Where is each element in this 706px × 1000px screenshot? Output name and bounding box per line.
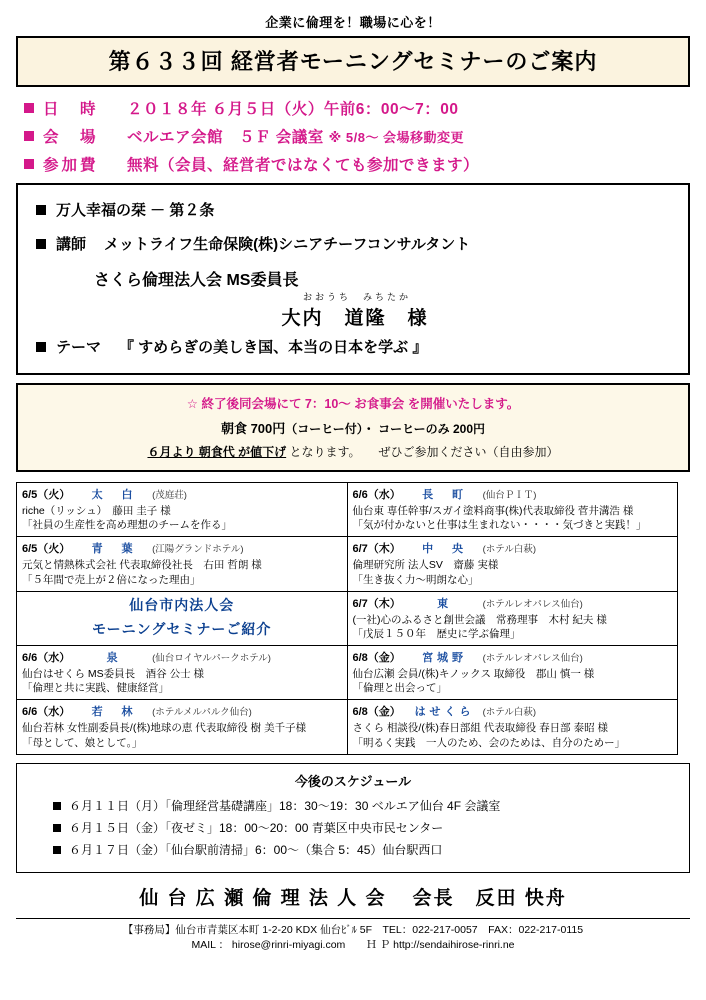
tagline: 企業に倫理を！職場に心を！: [265, 15, 441, 30]
footer-address: 【事務局】仙台市青葉区本町 1-2-20 KDX 仙台ﾋﾞﾙ 5F TEL：022-217-0057 FAX：022-217-0115: [122, 923, 584, 936]
seminar-topic: 「戊辰１５０年 歴史に学ぶ倫理」: [352, 627, 521, 640]
meal-price-label: 朝食 700円: [220, 421, 286, 436]
seminar-name: 青 葉: [91, 543, 137, 556]
footer-organization: [10, 883, 696, 910]
square-bullet-icon: [53, 846, 61, 854]
seminar-name: 若 林: [91, 706, 137, 719]
schedule-box: [16, 763, 690, 873]
square-bullet-icon: [53, 824, 61, 832]
seminar-date: 6/6（水）: [352, 489, 401, 501]
seminar-speaker: 仙台東 専任幹事/スガイ塗料商事(株)代表取締役 菅井溝浩 様: [352, 505, 634, 517]
after-event-line2: [28, 418, 678, 437]
seminar-head: [22, 649, 342, 665]
theme-row: [32, 336, 678, 357]
lecturer-row: [32, 233, 678, 254]
org-name: 仙 台 広 瀬 倫 理 法 人 会: [139, 887, 387, 909]
seminar-cell: [17, 700, 348, 754]
seminar-speaker: 仙台はせくら MS委員長 酒谷 公士 様: [22, 668, 205, 681]
seminar-head: [353, 486, 673, 502]
seminar-place: (江陽グランドホテル): [152, 544, 244, 556]
theme-label: テーマ: [56, 339, 102, 356]
speaker-name: 大内 道隆 様: [281, 308, 429, 329]
schedule-title: 今後のスケジュール: [294, 773, 412, 789]
seminar-name: 太 白: [91, 489, 137, 501]
principle-label: 万人幸福の栞 － 第２条: [56, 202, 215, 219]
seminar-topic: 「社員の生産性を高め理想のチームを作る」: [22, 519, 232, 532]
theme-text: 『 すめらぎの美しき国、本当の日本を学ぶ 』: [119, 339, 428, 356]
info-label-date: 日 時: [43, 101, 99, 118]
seminar-date: 6/5（火）: [22, 543, 71, 556]
after-event-box: [16, 383, 690, 472]
seminar-name: 宮城野: [422, 652, 468, 665]
schedule-item-text: ６月１７日（金）「仙台駅前清掃」6：00〜（集合 5：45）仙台駅西口: [69, 842, 443, 857]
principle-row: [32, 199, 678, 220]
seminar-topic: 「母として、娘として。」: [22, 736, 143, 749]
schedule-item: [53, 819, 679, 836]
info-row-fee: [24, 153, 696, 175]
title-banner: [16, 36, 690, 87]
square-bullet-icon: [36, 239, 46, 249]
seminar-topic: 「５年間で売上が２倍になった理由」: [22, 573, 201, 586]
seminar-cell: [347, 483, 678, 537]
info-row-date: [24, 97, 696, 119]
intro-line2: モーニングセミナーご紹介: [92, 620, 272, 637]
seminar-date: 6/6（水）: [22, 652, 71, 665]
seminar-place: (仙台ロイヤルパークホテル): [152, 653, 271, 665]
after-event-line1: ☆ 終了後同会場にて 7：10〜 お食事会 を開催いたします。: [186, 397, 520, 411]
square-bullet-icon: [24, 159, 34, 169]
seminar-place: (ホテル白萩): [482, 707, 536, 719]
seminar-date: 6/7（木）: [352, 597, 401, 610]
lecturer-affiliation-line2: さくら倫理法人会 MS委員長: [94, 272, 299, 289]
seminar-date: 6/6（水）: [22, 706, 71, 719]
info-label-venue: 会 場: [43, 129, 99, 146]
seminar-place: (ホテルメルパルク仙台): [152, 707, 252, 719]
info-value-venue: [127, 125, 696, 147]
square-bullet-icon: [36, 342, 46, 352]
seminar-speaker: 仙台広瀬 会員/(株)キノックス 取締役 郡山 慎一 様: [352, 668, 595, 681]
seminar-speaker: さくら 相談役/(株)春日部組 代表取締役 春日部 泰昭 様: [352, 722, 608, 735]
after-event-line3: [28, 443, 678, 460]
footer-mail: MAIL ： hirose@rinri-miyagi.com Ｈ Ｐ http://sendaihirose-rinri.ne: [191, 939, 515, 952]
table-row: [17, 646, 678, 700]
seminar-name: 長 町: [422, 489, 468, 501]
square-bullet-icon: [36, 205, 46, 215]
info-label-fee: 参加費: [43, 157, 99, 174]
seminar-speaker: 倫理研究所 法人SV 齋藤 実様: [352, 559, 499, 572]
main-content-box: [16, 183, 690, 375]
seminar-head: [353, 540, 673, 556]
seminar-head: [353, 703, 673, 719]
lecturer-affiliation: [104, 233, 470, 254]
seminar-topic: 「気が付かないと仕事は生まれない・・・・気づきと実践！」: [352, 519, 647, 532]
schedule-item-text: ６月１１日（月）「倫理経営基礎講座」18：30〜19：30 ベルエア仙台 4F 会議室: [69, 798, 501, 813]
seminar-place: (ホテルレオパレス仙台): [482, 598, 583, 610]
seminar-date: 6/8（金）: [352, 652, 401, 665]
seminar-head: [353, 649, 673, 665]
seminar-name: 泉: [106, 652, 122, 665]
seminar-head: [22, 486, 342, 502]
seminar-speaker: (一社)心のふるさと創世会議 常務理事 木村 紀夫 様: [352, 613, 607, 626]
schedule-item: [53, 797, 679, 814]
seminar-head: [353, 595, 673, 611]
square-bullet-icon: [24, 103, 34, 113]
seminar-date: 6/8（金）: [352, 706, 401, 719]
seminar-speaker: riche（リッシュ） 藤田 圭子 様: [22, 505, 171, 517]
square-bullet-icon: [24, 131, 34, 141]
seminar-place: (ホテル白萩): [482, 544, 536, 556]
seminar-speaker: 仙台若林 女性副委員長/(株)地球の恵 代表取締役 樹 美千子様: [22, 722, 307, 735]
square-bullet-icon: [53, 802, 61, 810]
schedule-item-text: ６月１５日（金）「夜ゼミ」18：00〜20：00 青葉区中央市民センター: [69, 820, 444, 835]
seminar-cell: [17, 646, 348, 700]
table-row: [17, 483, 678, 537]
table-row: [17, 700, 678, 754]
seminar-cell: [347, 646, 678, 700]
venue-name: ベルエア会館 ５Ｆ 会議室: [127, 129, 324, 146]
seminar-topic: 「生き抜く力〜明朗な心」: [352, 573, 479, 586]
price-cut-rest: となります。 ぜひご参加ください（自由参加）: [286, 445, 559, 459]
table-row: [17, 537, 678, 591]
table-row: [17, 591, 678, 645]
seminar-name: はせくら: [414, 706, 475, 719]
seminar-cell: [347, 700, 678, 754]
speaker-ruby: おおうち みちたか: [302, 292, 411, 302]
seminar-speaker: 元気と情熱株式会社 代表取締役社長 右田 哲朗 様: [22, 559, 262, 572]
seminar-cell: [347, 537, 678, 591]
seminar-topic: 「明るく実践 一人のため、会のためは、自分のためー」: [352, 736, 626, 749]
seminar-date: 6/7（木）: [352, 543, 401, 556]
venue-note: ※ 5/8〜 会場移動変更: [328, 130, 465, 145]
seminar-date: 6/5（火）: [22, 489, 71, 501]
info-value-fee: 無料（会員、経営者ではなくても参加できます）: [127, 157, 480, 174]
seminar-place: (ホテルレオパレス仙台): [482, 653, 583, 665]
seminar-cell: [17, 537, 348, 591]
seminar-place: (仙台ＰＩＴ): [482, 490, 537, 501]
price-cut-note: ６月より 朝食代 が値下げ: [147, 445, 287, 459]
seminar-topic: 「倫理と共に実践、健康経営」: [22, 682, 169, 695]
page-title: 第６３３回 経営者モーニングセミナーのご案内: [108, 49, 598, 74]
seminar-cell: [347, 591, 678, 645]
seminar-table: [16, 482, 678, 755]
footer-contact: [16, 918, 690, 955]
info-row-venue: [24, 125, 696, 147]
event-info-block: [24, 97, 696, 175]
seminar-name: 東: [437, 597, 453, 610]
info-value-date: ２０１８年 ６月５日（火）午前6：00〜7：00: [127, 101, 459, 118]
intro-line1: 仙台市内法人会: [129, 596, 235, 613]
schedule-item: [53, 841, 679, 858]
org-chair: 会長 反田 快舟: [412, 887, 567, 909]
meal-price-rest: （コーヒー付）・ コーヒーのみ 200円: [285, 422, 486, 436]
seminar-cell: [17, 483, 348, 537]
seminar-topic: 「倫理と出会って」: [352, 682, 447, 695]
intro-cell: [17, 591, 348, 645]
seminar-head: [22, 540, 342, 556]
seminar-place: (茂庭荘): [152, 490, 187, 501]
seminar-name: 中 央: [422, 543, 468, 556]
seminar-head: [22, 703, 342, 719]
lecturer-affiliation-line1: メットライフ生命保険(株)シニアチーフコンサルタント: [104, 236, 471, 253]
lecturer-label: 講師: [56, 236, 87, 253]
